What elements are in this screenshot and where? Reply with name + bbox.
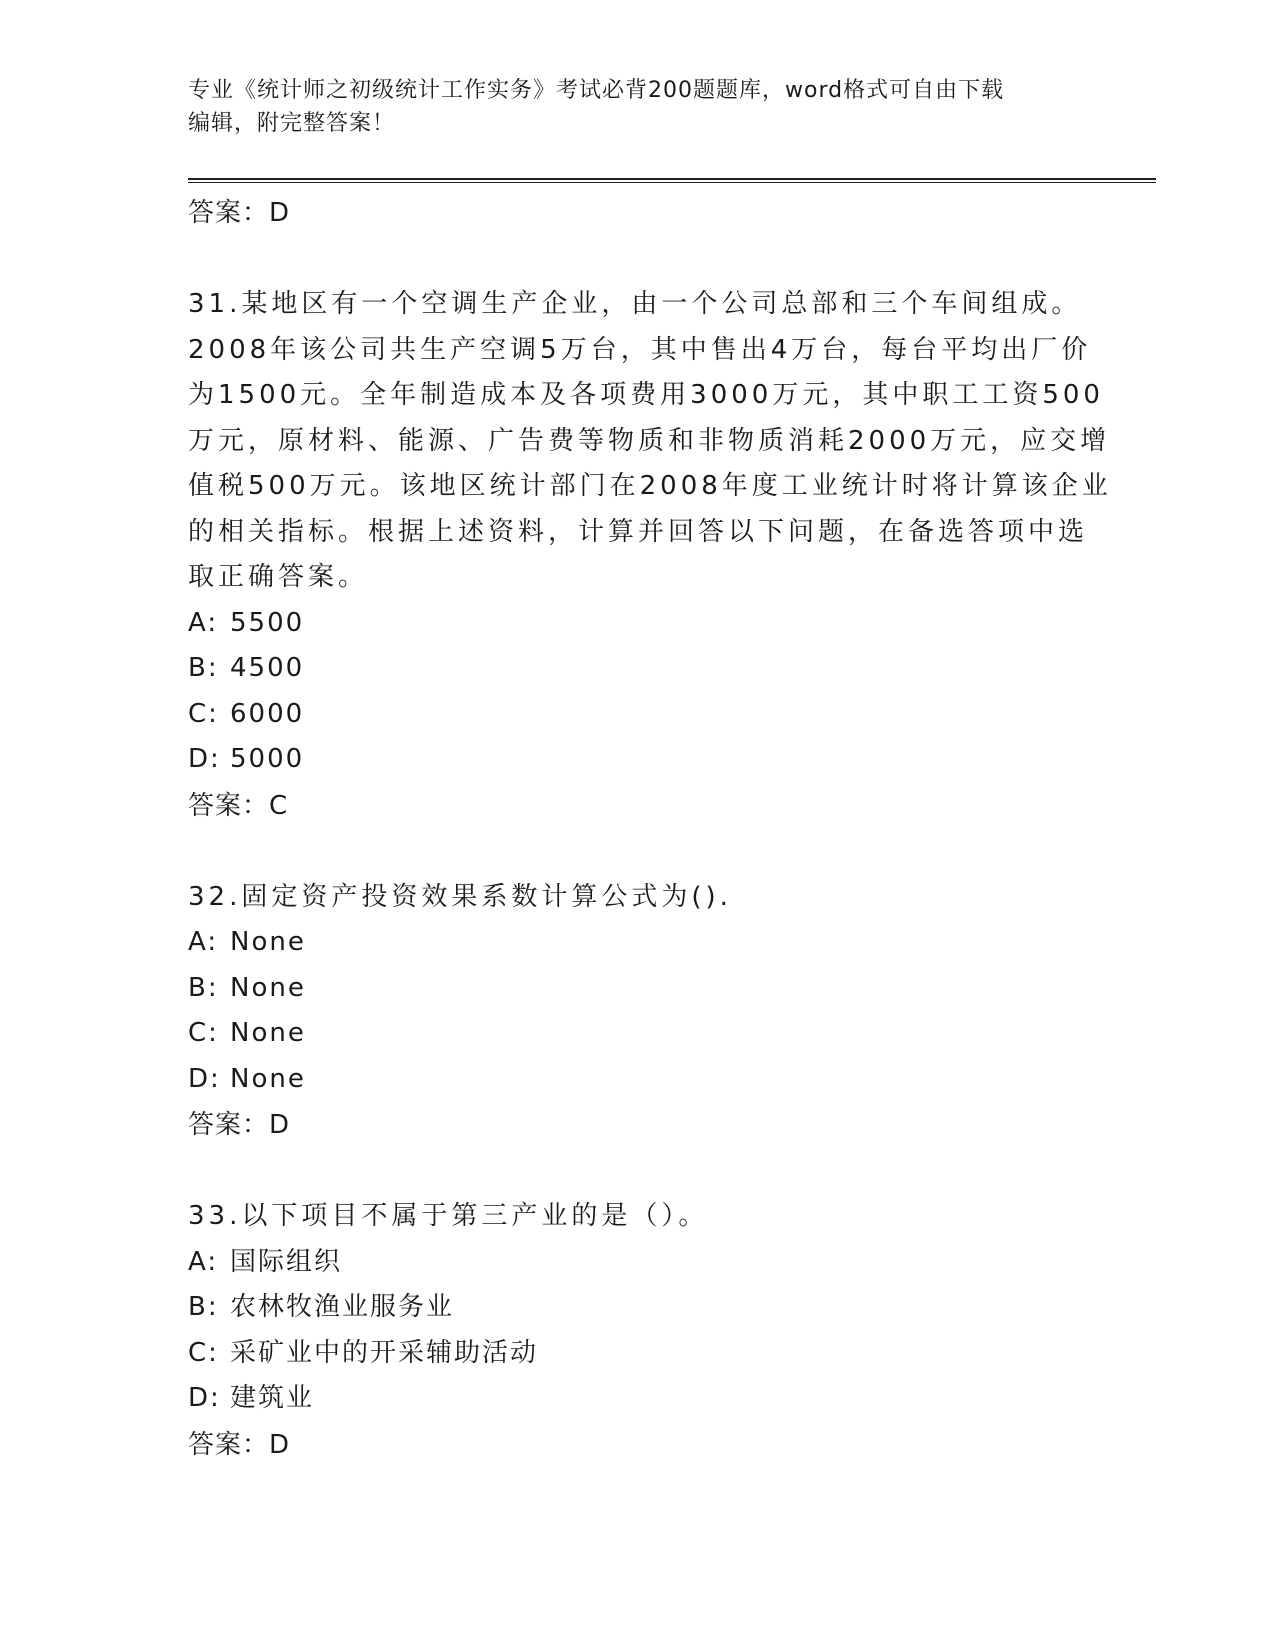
question-stem-line: 值税500万元。该地区统计部门在2008年度工业统计时将计算该企业	[188, 471, 1112, 501]
header-line-1: 专业《统计师之初级统计工作实务》考试必背200题题库，word格式可自由下载	[188, 78, 1005, 103]
question-stem-line: 32.固定资产投资效果系数计算公式为().	[188, 881, 732, 912]
option-letter: B:	[188, 653, 219, 683]
option-text: 4500	[230, 653, 305, 683]
question-stem-line: 万元，原材料、能源、广告费等物质和非物质消耗2000万元，应交增	[188, 425, 1111, 456]
option-b	[188, 966, 1088, 1012]
option-letter: C:	[188, 1337, 219, 1368]
option-text: None	[230, 1063, 306, 1094]
option-text: 5500	[230, 607, 305, 638]
answer-line: 答案：D	[188, 198, 291, 228]
option-text: None	[230, 1018, 306, 1048]
option-text: 国际组织	[230, 1246, 343, 1277]
option-c	[188, 692, 1088, 738]
answer-line: 答案：C	[188, 790, 289, 821]
option-letter: D:	[188, 744, 221, 774]
option-letter: D:	[188, 1383, 221, 1413]
document-header	[188, 74, 1088, 140]
question-stem-line: 为1500元。全年制造成本及各项费用3000万元，其中职工工资500	[188, 380, 1104, 410]
option-b	[188, 646, 1088, 692]
option-text: None	[230, 972, 306, 1003]
option-b	[188, 1285, 1088, 1331]
header-line-2: 编辑，附完整答案！	[188, 111, 396, 136]
option-c	[188, 1011, 1088, 1057]
option-d	[188, 1057, 1088, 1103]
option-text: 建筑业	[230, 1383, 315, 1413]
option-a	[188, 601, 1088, 647]
option-letter: D:	[188, 1063, 221, 1094]
option-a	[188, 920, 1088, 966]
option-letter: C:	[188, 698, 219, 729]
option-d	[188, 737, 1088, 783]
answer-line: 答案：D	[188, 1429, 291, 1460]
option-letter: C:	[188, 1018, 219, 1048]
option-letter: B:	[188, 1292, 219, 1322]
option-c	[188, 1331, 1088, 1377]
option-text: 采矿业中的开采辅助活动	[230, 1337, 539, 1368]
question-stem-line: 取正确答案。	[188, 562, 369, 592]
spacer	[188, 829, 1088, 875]
question-list	[188, 190, 1112, 1468]
option-text: None	[230, 927, 306, 957]
option-letter: A:	[188, 1246, 219, 1277]
question-block	[188, 875, 1088, 1149]
option-letter: A:	[188, 927, 219, 957]
option-letter: B:	[188, 972, 219, 1003]
question-block	[188, 1194, 1088, 1468]
option-letter: A:	[188, 607, 219, 638]
spacer	[188, 236, 1088, 282]
option-text: 6000	[230, 698, 305, 729]
option-text: 5000	[230, 744, 305, 774]
question-stem-line: 2008年该公司共生产空调5万台，其中售出4万台，每台平均出厂价	[188, 334, 1092, 365]
question-stem-line: 31.某地区有一个空调生产企业，由一个公司总部和三个车间组成。	[188, 289, 1082, 319]
question-stem-line: 的相关指标。根据上述资料，计算并回答以下问题，在备选答项中选	[188, 516, 1089, 547]
option-text: 农林牧渔业服务业	[230, 1292, 455, 1322]
spacer	[188, 1148, 1088, 1194]
question-stem-line: 33.以下项目不属于第三产业的是（）。	[188, 1201, 709, 1231]
question-block	[188, 282, 1112, 829]
option-d	[188, 1376, 1088, 1422]
header-divider	[188, 178, 1156, 183]
option-a	[188, 1240, 1088, 1286]
answer-line: 答案：D	[188, 1110, 291, 1140]
